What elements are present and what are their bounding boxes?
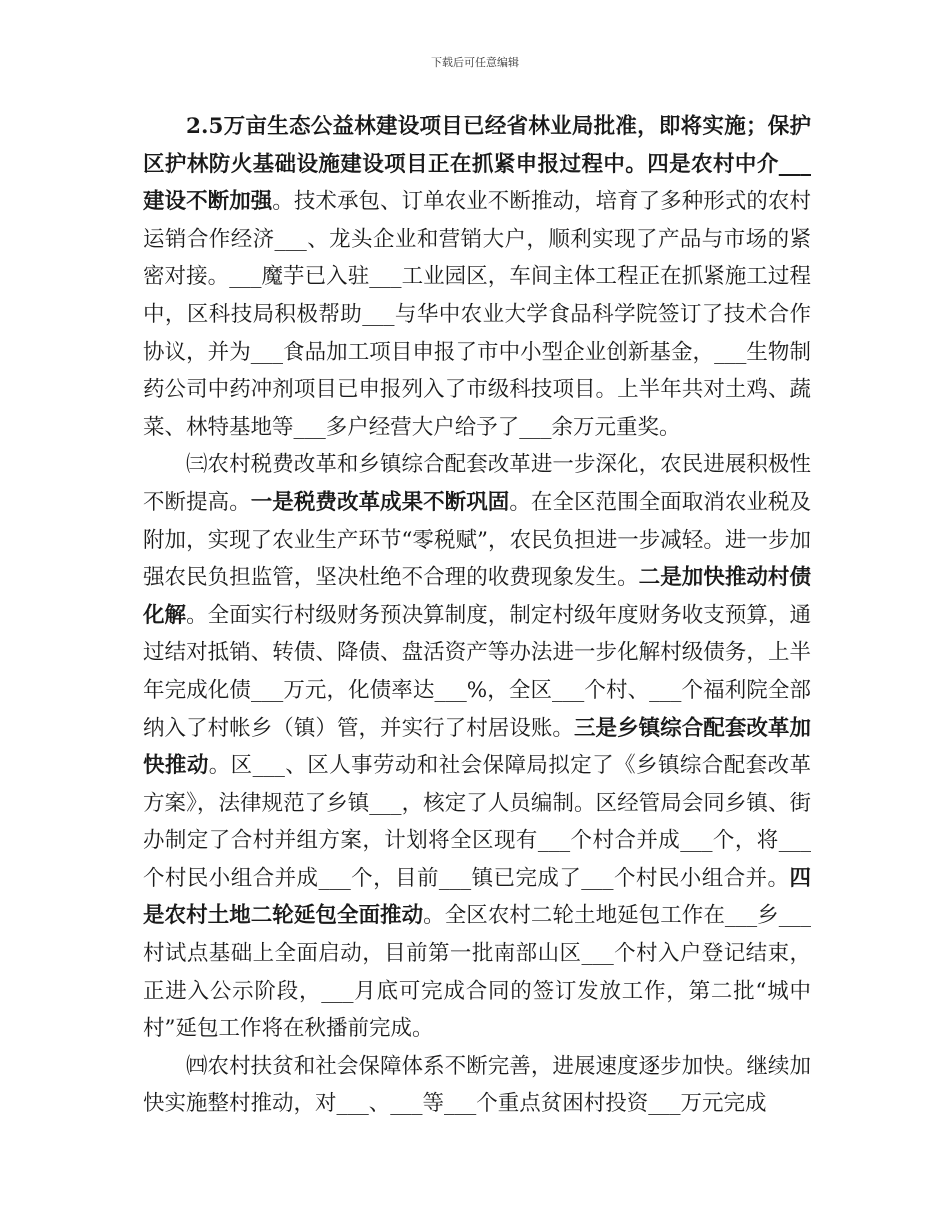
- page-header: 下载后可任意编辑: [431, 56, 519, 69]
- text-run: 。区___、区人事劳动和社会保障局拟定了《乡镇综合配套改革方案》，法律规范了乡镇___，核定了人员编制。区经管局会同乡镇、街办制定了合村并组方案，计划将全区现有___个村合并成___个，将___个村民小组合并成___个，目前___镇已完成了___个村民小组合并。: [143, 753, 811, 891]
- text-run: ㈣农村扶贫和社会保障体系不断完善，进展速度逐步加快。继续加快实施整村推动，对___、___等___个重点贫困村投资___万元完成: [143, 1053, 811, 1117]
- paragraph: [143, 446, 811, 1048]
- text-run: ㈢农村税费改革和乡镇综合配套改革进一步深化，农民进展积极性不断提高。: [143, 452, 811, 515]
- document-body: [143, 108, 811, 1123]
- text-run: 。在全区范围全面取消农业税及附加，实现了农业生产环节“零税赋”，农民负担进一步减轻。进一步加强农民负担监管，坚决杜绝不合理的收费现象发生。: [143, 489, 811, 591]
- text-run: 。技术承包、订单农业不断推动，培育了多种形式的农村运销合作经济___、龙头企业和营销大户，顺利实现了产品与市场的紧密对接。___魔芋已入驻___工业园区，车间主体工程正在抓紧施工过程中，区科技局积极帮助___与华中农业大学食品科学院签订了技术合作协议，并为___食品加工项目申报了市中小型企业创新基金，___生物制药公司中药冲剂项目已申报列入了市级科技项目。上半年共对土鸡、蔬菜、林特基地等___多户经营大户给予了___余万元重奖。: [143, 189, 811, 440]
- bold-text-run: 2.5万亩生态公益林建设项目已经省林业局批准，即将实施；保护区护林防火基础设施建设项目正在抓紧申报过程中。四是农村中介___建设不断加强: [143, 114, 811, 215]
- bold-text-run: 一是税费改革成果不断巩固: [250, 489, 510, 515]
- bold-text-run: 三是乡镇综合配套改革加快推动: [143, 715, 811, 779]
- text-run: 。全面实行村级财务预决算制度，制定村级年度财务收支预算，通过结对抵销、转债、降债、盘活资产等办法进一步化解村级债务，上半年完成化债___万元，化债率达___%，全区___个村、___个福利院全部纳入了村帐乡（镇）管，并实行了村居设账。: [143, 602, 811, 741]
- paragraph: [143, 1048, 811, 1123]
- bold-text-run: 二是加快推动村债化解: [143, 565, 811, 628]
- text-run: 。全区农村二轮土地延包工作在___乡___村试点基础上全面启动，目前第一批南部山区___个村入户登记结束，正进入公示阶段，___月底可完成合同的签订发放工作，第二批“城中村”延包工作将在秋播前完成。: [143, 903, 811, 1042]
- bold-text-run: 四是农村土地二轮延包全面推动: [143, 865, 811, 929]
- paragraph: [143, 108, 811, 446]
